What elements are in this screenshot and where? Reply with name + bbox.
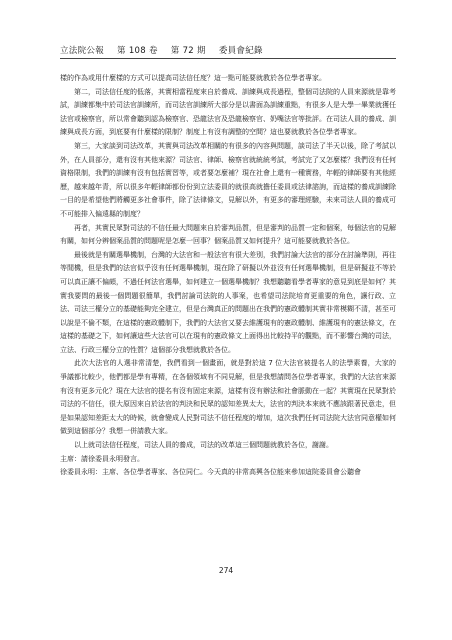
paragraph: 以上就司法信任程度，司法人員的養成，司法的改革這三個問題就教於各位，謝謝。 — [74, 441, 333, 450]
header-rule — [60, 58, 396, 59]
volume-number: 第 108 卷 — [117, 46, 158, 56]
paragraph: 第二，司法信任度的低落，其實相當程度來自於養成、訓練與成長過程，整個司法院的人員來源就是靠考試，訓練都集中於司法官訓練所，而司法官訓練所大部分是以書面為訓練重點，有很多人是大學一畢業就獲任法官或檢察官，所以常會聽到認為檢察官、恐龍法官及恐龍檢察官、奶嘴法官等批評。在司法人員的養成、訓練與成長方面，到底要有什麼樣的限制？制度上有沒有調整的空間？這也要就教於各位學者專家。 — [60, 87, 396, 137]
paragraph: 最後就是有關選舉機制，台灣的大法官和一般法官有很大差別，我們討論大法官的部分在討論準則，再往等閒機，但是我們的法官似乎沒有任何選舉機制，現在除了研擬以外並沒有任何選舉機制，但是研擬並不等於可以真正讓不偏頗，不過任何法官選舉，如何建立一個選舉機制？我想聽聽看學者專家的意見到底是如何？其實我要問的最後一個問題很簡單，我們討論司法院的人事案，也希望司法院培育更重要的角色，讓行政、立法、司法三權分立的基礎能夠完全建立，但是台灣真正的問題出在我們的憲政體制其實非常模糊不清，甚至可以說是不倫不類，在這樣的憲政體制下，我們的大法官又要去維護現有的憲政體制、維護現有的憲法條文，在這樣的基礎之下，如何讓這些大法官可以在現有的憲政條文上面得出比較持平的觀點，而不影響台灣的司法，立法、行政三權分立的性質？這個部分我想就教於各位。 — [60, 250, 396, 354]
speaker-remark: 徐委員永明：主席、各位學者專家、各位同仁。今天真的非常高興各位能來參加這院委員會公聽會 — [60, 468, 361, 477]
paragraph: 第三，大家談到司法改革，其實與司法改革相關的有很多的內容與問題，談司法了半天以後，除了考試以外，在人員部分，還有沒有其他來源？司法官、律師、檢察官就統統考試，考試完了又怎麼樣？我們沒有任何資格限制，我們的訓練有沒有包括實習等，或者要怎麼補？現在社會上還有一種實務，年輕的律師要有其他經歷，越來越年青，所以很多年輕律師都份份到立法委員的就很高就擔任委員或法律諮詢，而這樣的養成訓練除一目的是希望他們將觸更多社會事件，除了法律條文，見解以外，有更多的審理經驗，未來司法人員的養成可不可能排入偏遠縣的制度？ — [60, 141, 396, 218]
chair-remark: 主席：請徐委員永明發言。 — [60, 454, 144, 463]
page-header — [60, 44, 400, 56]
paragraph: 樣的作為或用什麼樣的方式可以提高司法信任度？這一點可能要就教於各位學者專家。 — [60, 74, 326, 82]
paragraph: 再者，其實民眾對司法的不信任最大問題來自於審判品質，但是審判的品質一定和個案，每個法官的見解有關，如何分辨個案品質的問題呢是怎麼一回事？個案品質又如何提升？這可能要就教於各位。 — [60, 223, 396, 246]
issue-number: 第 72 期 — [170, 46, 206, 56]
paragraph: 此次大法官的人選非常清楚，我們看到一個畫面，就是對於這 7 位大法官被提名人的法學素養，大家的爭議都比較少，他們都是學有專精，在各個領域有不同見解，但是我想請問各位學者專家，我們的大法官來源有沒有更多元化？現在大法官的提名有沒有固定來源，這樣有沒有辦法和社會脈動在一起？其實現在民眾對於司法的不信任，很大原因來自於法官的判決和民眾的認知差異太大，法官的判決本來就不應該跟著民意走，但是如果認知差距太大的時候，就會變成人民對司法不信任程度的增加，這次我們任何司法院大法官同意權如何做到這個部分？我想一併請教大家。 — [60, 359, 396, 436]
publication-name: 立法院公報 — [60, 46, 105, 56]
page-number: 274 — [218, 566, 234, 575]
section-name: 委員會紀錄 — [218, 46, 263, 56]
document-body — [60, 72, 396, 480]
